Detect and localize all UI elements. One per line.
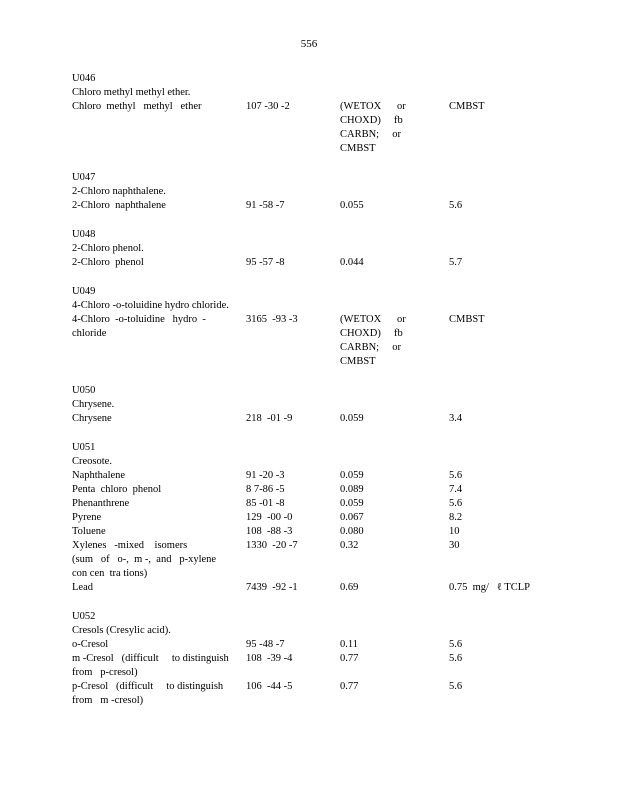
table-row	[72, 497, 572, 511]
waste-section	[72, 384, 572, 426]
cas-number: 108 -88 -3	[246, 526, 293, 537]
waste-code-table	[72, 72, 572, 723]
waste-section	[72, 285, 572, 369]
wastewater-standard: 0.77	[340, 653, 359, 664]
section-title: Chloro methyl methyl ether.	[72, 87, 191, 98]
waste-section	[72, 441, 572, 595]
cas-number: 95 -57 -8	[246, 257, 285, 268]
cas-number: 3165 -93 -3	[246, 314, 298, 325]
table-row	[72, 638, 572, 652]
nonwastewater-standard: 5.6	[449, 470, 463, 481]
nonwastewater-standard: 7.4	[449, 484, 463, 495]
nonwastewater-standard: 5.6	[449, 498, 463, 509]
waste-code: U046	[72, 73, 96, 84]
section-title: Cresols (Cresylic acid).	[72, 625, 171, 636]
waste-section	[72, 72, 572, 156]
constituent-name: Pyrene	[72, 512, 102, 523]
cas-number: 129 -00 -0	[246, 512, 293, 523]
nonwastewater-standard: 5.6	[449, 639, 463, 650]
nonwastewater-standard: 30	[449, 540, 460, 551]
wastewater-standard: 0.055	[340, 200, 364, 211]
constituent-name: o-Cresol	[72, 639, 109, 650]
cas-number: 91 -58 -7	[246, 200, 285, 211]
constituent-name: Lead	[72, 582, 93, 593]
wastewater-standard: 0.69	[340, 582, 359, 593]
constituent-name: Chrysene	[72, 413, 112, 424]
constituent-name: 2-Chloro phenol	[72, 257, 144, 268]
constituent-name: Naphthalene	[72, 470, 126, 481]
wastewater-standard: 0.059	[340, 470, 364, 481]
cas-number: 1330 -20 -7	[246, 540, 298, 551]
nonwastewater-standard: 5.6	[449, 653, 463, 664]
nonwastewater-standard: 3.4	[449, 413, 463, 424]
nonwastewater-standard: 5.6	[449, 681, 463, 692]
cas-number: 91 -20 -3	[246, 470, 285, 481]
waste-section	[72, 228, 572, 270]
waste-code: U051	[72, 442, 96, 453]
constituent-name: Xylenes -mixed isomers (sum of o-, m -, and p-xylene con cen tra tions)	[72, 540, 217, 579]
table-row	[72, 525, 572, 539]
constituent-name: 4-Chloro -o-toluidine hydro - chloride	[72, 314, 206, 339]
wastewater-standard: 0.067	[340, 512, 364, 523]
table-row	[72, 581, 572, 595]
wastewater-standard: 0.11	[340, 639, 358, 650]
waste-code: U052	[72, 611, 96, 622]
constituent-name: Phenanthrene	[72, 498, 130, 509]
wastewater-standard: 0.044	[340, 257, 364, 268]
nonwastewater-standard: CMBST	[449, 101, 485, 112]
nonwastewater-standard: 5.7	[449, 257, 463, 268]
table-row	[72, 680, 572, 708]
waste-section	[72, 610, 572, 708]
wastewater-standard: 0.080	[340, 526, 364, 537]
constituent-name: Chloro methyl methyl ether	[72, 101, 202, 112]
table-row	[72, 483, 572, 497]
cas-number: 95 -48 -7	[246, 639, 285, 650]
table-row	[72, 100, 572, 156]
table-row	[72, 412, 572, 426]
constituent-name: Toluene	[72, 526, 106, 537]
waste-section	[72, 171, 572, 213]
section-title: 2-Chloro phenol.	[72, 243, 144, 254]
waste-code: U050	[72, 385, 96, 396]
table-row	[72, 511, 572, 525]
constituent-name: 2-Chloro naphthalene	[72, 200, 166, 211]
wastewater-standard: (WETOX or CHOXD) fb CARBN; or CMBST	[340, 101, 406, 154]
wastewater-standard: 0.77	[340, 681, 359, 692]
cas-number: 85 -01 -8	[246, 498, 285, 509]
wastewater-standard: 0.059	[340, 413, 364, 424]
nonwastewater-standard: 5.6	[449, 200, 463, 211]
nonwastewater-standard: 10	[449, 526, 460, 537]
nonwastewater-standard: CMBST	[449, 314, 485, 325]
constituent-name: m -Cresol (difficult to distinguish from p-cresol)	[72, 653, 229, 678]
cas-number: 108 -39 -4	[246, 653, 293, 664]
page-number: 556	[300, 38, 318, 50]
table-row	[72, 469, 572, 483]
cas-number: 7439 -92 -1	[246, 582, 298, 593]
section-title: 4-Chloro -o-toluidine hydro chloride.	[72, 300, 229, 311]
section-title: 2-Chloro naphthalene.	[72, 186, 166, 197]
cas-number: 218 -01 -9	[246, 413, 293, 424]
wastewater-standard: 0.059	[340, 498, 364, 509]
nonwastewater-standard: 0.75 mg/ ℓ TCLP	[449, 582, 530, 593]
waste-code: U049	[72, 286, 96, 297]
cas-number: 8 7-86 -5	[246, 484, 285, 495]
waste-code: U047	[72, 172, 96, 183]
wastewater-standard: (WETOX or CHOXD) fb CARBN; or CMBST	[340, 314, 406, 367]
section-title: Chrysene.	[72, 399, 115, 410]
constituent-name: Penta chloro phenol	[72, 484, 162, 495]
waste-code: U048	[72, 229, 96, 240]
table-row	[72, 539, 572, 581]
wastewater-standard: 0.089	[340, 484, 364, 495]
section-title: Creosote.	[72, 456, 112, 467]
nonwastewater-standard: 8.2	[449, 512, 463, 523]
wastewater-standard: 0.32	[340, 540, 359, 551]
cas-number: 106 -44 -5	[246, 681, 293, 692]
cas-number: 107 -30 -2	[246, 101, 290, 112]
table-row	[72, 652, 572, 680]
table-row	[72, 313, 572, 369]
table-row	[72, 199, 572, 213]
constituent-name: p-Cresol (difficult to distinguish from m -cresol)	[72, 681, 224, 706]
table-row	[72, 256, 572, 270]
